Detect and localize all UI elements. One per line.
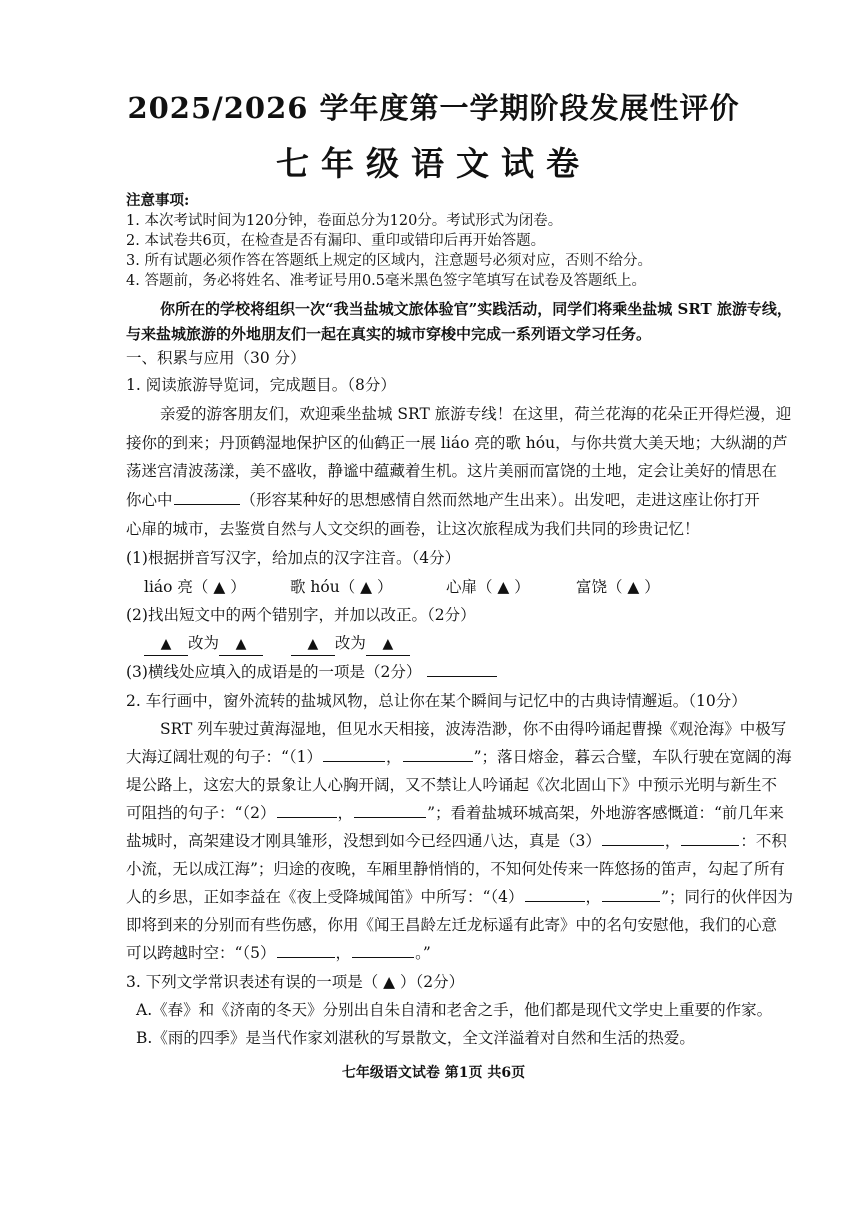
passage-line-with-blank <box>126 489 760 511</box>
page-footer: 七年级语文试卷 第1页 共6页 <box>341 1065 526 1081</box>
poem-blank[interactable] <box>602 831 664 846</box>
correct-char-blank[interactable]: ▲ <box>219 633 263 656</box>
wrong-char-blank[interactable]: ▲ <box>291 633 335 656</box>
q2-line: 盐城时，高架建设才刚具雏形，没想到如今已经四通八达，真是（3） ， ：不积 <box>126 832 787 850</box>
passage-line: 接你的到来；丹顶鹤湿地保护区的仙鹤正一展 liáo 亮的歌 hóu，与你共赏大美天地；大纵湖的芦 <box>126 434 788 452</box>
q2-line: 可以跨越时空：“（5） ， 。” <box>126 944 431 962</box>
poem-blank[interactable] <box>403 747 473 762</box>
q2-text: 可阻挡的句子：“（2） <box>126 804 276 822</box>
q2-text: ：不积 <box>740 832 787 850</box>
q2-text: ”；同行的伙伴因为 <box>661 888 793 906</box>
option-b[interactable]: B.《雨的四季》是当代作家刘湛秋的写景散文，全文洋溢着对自然和生活的热爱。 <box>136 1029 695 1047</box>
q2-text: 。” <box>415 944 431 962</box>
correct-char-blank[interactable]: ▲ <box>366 633 410 656</box>
change-to-label: 改为 <box>188 634 220 652</box>
question-3-stem: 3. 下列文学常识表述有误的一项是（ ▲ ）（2分） <box>126 973 465 991</box>
poem-blank[interactable] <box>354 803 426 818</box>
poem-blank[interactable] <box>525 887 585 902</box>
section-heading: 一、积累与应用（30 分） <box>126 349 306 367</box>
notice-item: 4. 答题前，务必将姓名、准考证号用0.5毫米黑色签字笔填写在试卷及答题纸上。 <box>126 273 647 289</box>
intro-line: 与来盐城旅游的外地朋友们一起在真实的城市穿梭中完成一系列语文学习任务。 <box>126 325 652 343</box>
q2-line: 人的乡思，正如李益在《夜上受降城闻笛》中所写：“（4） ， ”；同行的伙伴因为 <box>126 888 793 906</box>
passage-line: 荡迷宫清波荡漾，美不盛收，静谧中蕴藏着生机。这片美丽而富饶的土地，定会让美好的情思在 <box>126 462 778 480</box>
q2-line: 即将到来的分别而有些伤感，你用《闻王昌龄左迁龙标遥有此寄》中的名句安慰他，我们的心意 <box>126 916 778 934</box>
notice-item: 1. 本次考试时间为120分钟，卷面总分为120分。考试形式为闭卷。 <box>126 213 563 229</box>
exam-title: 2025/2026 学年度第一学期阶段发展性评价 <box>127 91 740 125</box>
passage-line: 亲爱的游客朋友们，欢迎乘坐盐城 SRT 旅游专线！在这里，荷兰花海的花朵正开得烂漫，迎 <box>160 405 792 423</box>
wrong-char-blank[interactable]: ▲ <box>144 633 188 656</box>
q2-text: 盐城时，高架建设才刚具雏形，没想到如今已经四通八达，真是（3） <box>126 832 601 850</box>
q2-line: 可阻挡的句子：“（2） ， ”；看着盐城环城高架，外地游客感慨道：“前几年来 <box>126 804 784 822</box>
correction-row <box>144 632 410 656</box>
q2-line: SRT 列车驶过黄海湿地，但见水天相接，波涛浩渺，你不由得吟诵起曹操《观沧海》中极写 <box>160 720 787 738</box>
pinyin-item[interactable]: 心扉（ ▲ ） <box>446 578 530 596</box>
notice-item: 2. 本试卷共6页，在检查是否有漏印、重印或错印后再开始答题。 <box>126 233 546 249</box>
q2-text: ”；看着盐城环城高架，外地游客感慨道：“前几年来 <box>427 804 784 822</box>
pinyin-item[interactable]: 歌 hóu（ ▲ ） <box>290 578 393 596</box>
q2-text: 人的乡思，正如李益在《夜上受降城闻笛》中所写：“（4） <box>126 888 524 906</box>
sub-question-3 <box>126 661 498 683</box>
q2-line: 堤公路上，这宏大的景象让人心胸开阔，又不禁让人吟诵起《次北固山下》中预示光明与新生不 <box>126 776 778 794</box>
intro-line: 你所在的学校将组织一次“我当盐城文旅体验官”实践活动，同学们将乘坐盐城 SRT 旅游专线， <box>160 300 792 318</box>
change-to-label: 改为 <box>334 634 366 652</box>
q2-line: 小流，无以成江海”；归途的夜晚，车厢里静悄悄的，不知何处传来一阵悠扬的笛声，勾起了所有 <box>126 860 785 878</box>
sub-question-3-text: (3)横线处应填入的成语是的一项是（2分） <box>126 663 422 681</box>
exam-subtitle: 七年级语文试卷 <box>276 144 591 183</box>
q2-text: 大海辽阔壮观的句子：“（1） <box>126 748 323 766</box>
question-2-stem: 2. 车行画中，窗外流转的盐城风物，总让你在某个瞬间与记忆中的古典诗情邂逅。（10分） <box>126 692 747 710</box>
pinyin-item[interactable]: 富饶（ ▲ ） <box>576 578 660 596</box>
idiom-blank[interactable] <box>174 490 240 505</box>
passage-line: 心扉的城市，去鉴赏自然与人文交织的画卷，让这次旅程成为我们共同的珍贵记忆！ <box>126 520 700 538</box>
notice-item: 3. 所有试题必须作答在答题纸上规定的区域内，注意题号必须对应，否则不给分。 <box>126 253 652 269</box>
q2-text: 可以跨越时空：“（5） <box>126 944 276 962</box>
sub-question-2: (2)找出短文中的两个错别字，并加以改正。（2分） <box>126 606 476 624</box>
poem-blank[interactable] <box>602 887 660 902</box>
passage-text: 你心中 <box>126 491 173 509</box>
poem-blank[interactable] <box>277 803 337 818</box>
pinyin-item[interactable]: liáo 亮（ ▲ ） <box>144 578 246 596</box>
passage-text: （形容某种好的思想感情自然而然地产生出来）。出发吧，走进这座让你打开 <box>240 491 760 509</box>
poem-blank[interactable] <box>323 747 385 762</box>
poem-blank[interactable] <box>352 943 414 958</box>
answer-blank[interactable] <box>427 662 497 677</box>
q2-text: ”；落日熔金，暮云合璧，车队行驶在宽阔的海 <box>473 748 792 766</box>
sub-question-1: (1)根据拼音写汉字，给加点的汉字注音。（4分） <box>126 549 461 567</box>
option-a[interactable]: A.《春》和《济南的冬天》分别出自朱自清和老舍之手，他们都是现代文学史上重要的作家。 <box>136 1001 773 1019</box>
poem-blank[interactable] <box>277 943 335 958</box>
q2-line: 大海辽阔壮观的句子：“（1） ， ”；落日熔金，暮云合璧，车队行驶在宽阔的海 <box>126 748 792 766</box>
notice-heading: 注意事项: <box>126 192 190 209</box>
poem-blank[interactable] <box>681 831 739 846</box>
question-1-stem: 1. 阅读旅游导览词，完成题目。（8分） <box>126 376 396 394</box>
